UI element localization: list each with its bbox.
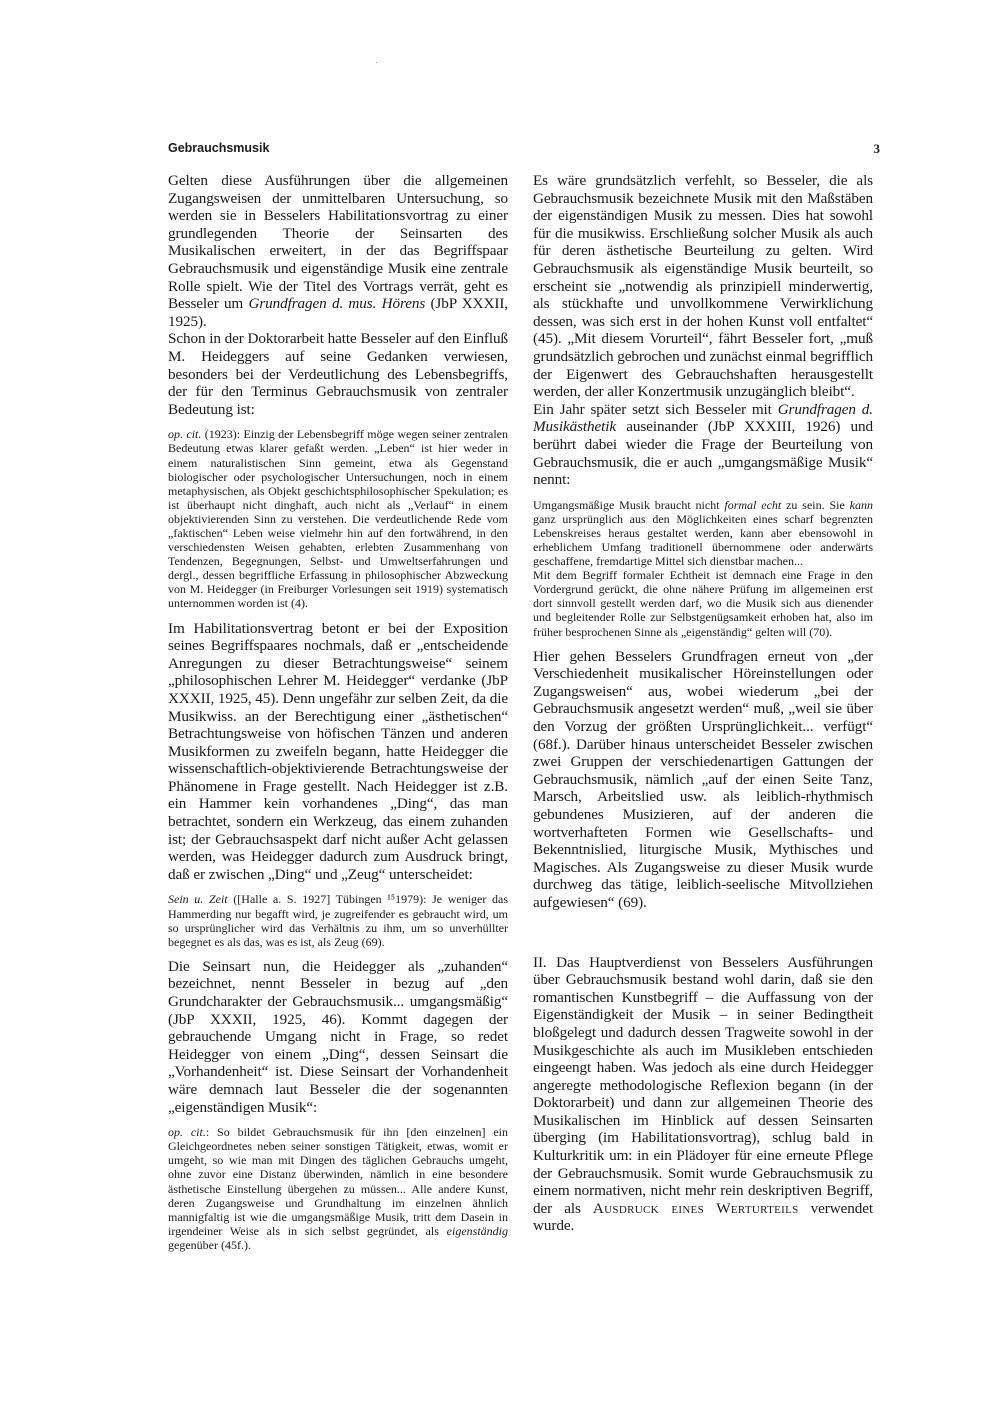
left-paragraph-4: Die Seinsart nun, die Heidegger als „zuhanden“ bezeichnet, nennt Besseler in bezug auf „den Grundcharakter der Gebrauchsmusik... umgangsmäßig“ (JbP XXXII, 1925, 46). Kommt dagegen der gebrauchende Umgang nicht in Frage, so redet Heidegger von einem „Ding“, dessen Seinsart die „Vorhandenheit“ ist. Diese Seinsart der Vorhandenheit wäre demnach laut Besseler die der sogenannten „eigenständigen Musik“: bbox=[168, 957, 508, 1116]
page-header bbox=[168, 141, 880, 161]
scan-speck bbox=[376, 62, 377, 63]
quote-citation: op. cit. bbox=[168, 1125, 206, 1140]
block-quote-3: op. cit.: So bildet Gebrauchsmusik für ihn [den einzelnen] ein Gleichgeordnetes neben seiner sonstigen Tätigkeit, etwas, womit er umgeht, so wie man mit Dingen des täglichen Gebrauchs umgeht, ohne zuvor eine Distanz überwinden, nämlich in eine besondere ästhetische Einstellung übergehen zu müssen... Alle andere Kunst, deren Zugangsweise und Grundhaltung im einzelnen ähnlich mannigfaltig ist wie die umgangsmäßige Musik, tritt dem Dasein in irgendeiner Weise als in sich selbst gegründet, als eigenständig gegenüber (45f.). bbox=[168, 1125, 508, 1252]
running-title: Gebrauchsmusik bbox=[168, 141, 270, 155]
quote-citation: Sein u. Zeit bbox=[168, 892, 228, 907]
left-column bbox=[168, 172, 508, 1261]
quote-citation: op. cit. bbox=[168, 427, 202, 442]
left-paragraph-3: Im Habilitationsvertrag betont er bei der Exposition seines Begriffspaares nochmals, daß er „entscheidende Anregungen zu dieser Betrachtungsweise“ seinem „philosophischen Lehrer M. Heidegger“ verdanke (JbP XXXII, 1925, 45). Denn ungefähr zur selben Zeit, da die Musikwiss. an der Berechtigung einer „ästhetischen“ Betrachtungsweise von höfischen Tänzen und anderen Musikformen zu zweifeln begann, hatte Heidegger die wissenschaftlich-objektivierende Betrachtungsweise der Phänomene in Frage gestellt. Nach Heidegger ist z.B. ein Hammer kein vorhandenes „Ding“, das man betrachtet, sondern ein Werkzeug, das einem zuhanden ist; der Gebrauchsaspekt darf nicht außer Acht gelassen werden, was Heidegger dadurch zum Ausdruck bringt, daß er zwischen „Ding“ und „Zeug“ unterscheidet: bbox=[168, 619, 508, 883]
block-quote-4: Umgangsmäßige Musik braucht nicht formal echt zu sein. Sie kann ganz ursprünglich aus den Möglichkeiten eines scharf begrenzten Lebenskreises heraus gestaltet werden, kann aber ebensowohl in erheblichem Umfang traditionell übernommene oder anderwärts geschaffene, fremdartige Mittel sich dienstbar machen... Mit dem Begriff formaler Echtheit ist demnach eine Frage in den Vordergrund gerückt, die ohne nähere Prüfung im allgemeinen erst dort sinnvoll gestellt werden darf, wo die Musik sich aus dienender und begleitender Rolle zur Selbstgenügsamkeit erhoben hat, also im früher besprochenen Sinne als „eigenständig“ gelten will (70). bbox=[533, 497, 873, 639]
block-quote-2: Sein u. Zeit ([Halle a. S. 1927] Tübingen ¹⁵1979): Je weniger das Hammerding nur begafft wird, je zugreifender es gebraucht wird, um so ursprünglicher wird das Verhältnis zu ihm, um so unverhüllter begegnet es als das, was es ist, als Zeug (69). bbox=[168, 892, 509, 949]
work-title: Grundfragen d. mus. Hörens bbox=[248, 295, 426, 313]
right-paragraph-4: II. Das Hauptverdienst von Besselers Ausführungen über Gebrauchsmusik bestand wohl darin, daß sie den romantischen Kunstbegriff – die Auffassung von der Eigenständigkeit der Musik – in seiner Bedingtheit bloßgelegt und dadurch dessen Tragweite sowohl in der Musikgeschichte als auch im Musikleben entschieden eingeengt haben. Was jedoch als eine durch Heidegger angeregte methodologische Reflexion begann (in der Doktorarbeit) und dann zur allgemeinen Theorie des Musikalischen im Hinblick auf dessen Seinsarten überging (im Habilitationsvortrag), schlug bald in Kulturkritik um: in ein Plädoyer für eine erneute Pflege der Gebrauchsmusik. Somit wurde Gebrauchsmusik zu einem normativen, nicht mehr rein deskriptiven Begriff, der als Ausdruck eines Werturteils verwendet wurde. bbox=[533, 953, 874, 1235]
section-gap bbox=[533, 912, 873, 954]
work-title: Grundfragen d. Musikästhetik bbox=[533, 400, 873, 436]
right-paragraph-2: Ein Jahr später setzt sich Besseler mit Grundfragen d. Musikästhetik auseinander (JbP XXXIII, 1926) und berührt dabei wieder die Frage der Beurteilung von Gebrauchsmusik, die er auch „umgangsmäßige Musik“ nennt: bbox=[533, 400, 873, 489]
left-paragraph-2: Schon in der Doktorarbeit hatte Besseler auf den Einfluß M. Heideggers auf seine Gedanken verwiesen, besonders bei der Verdeutlichung des Lebensbegriffs, der für den Terminus Gebrauchsmusik von zentraler Bedeutung ist: bbox=[168, 330, 508, 418]
small-caps-phrase: Ausdruck eines Werturteils bbox=[592, 1199, 799, 1217]
page-number: 3 bbox=[873, 141, 880, 156]
block-quote-1: op. cit. (1923): Einzig der Lebensbegriff möge wegen seiner zentralen Bedeutung etwas klarer gefaßt werden. „Leben“ ist hier weder in einem naturalistischen Sinn gemeint, etwa als Gegenstand biologischer oder psychologischer Untersuchungen, noch in einem metaphysischen, als Objekt geschichtsphilosophischer Spekulation; es ist überhaupt nicht dinghaft, auch nicht als „Verlauf“ in einem objektivierenden Sinn zu verstehen. Die verdeutlichende Rede vom „faktischen“ Leben weise vielmehr hin auf den fortwährend, in den verschiedensten Weisen gehabten, erlebten Zusammenhang von Tendenzen, Begegnungen, Selbst- und Umweltserfahrungen und dergl., dessen begriffliche Erfassung in philosophischer Abzweckung von M. Heidegger (in Freiburger Vorlesungen seit 1919) systematisch unternommen worden ist (4). bbox=[168, 427, 509, 611]
right-column bbox=[533, 172, 873, 1235]
right-paragraph-3: Hier gehen Besselers Grundfragen erneut von „der Verschiedenheit musikalischer Höreinstellungen oder Zugangsweisen“ aus, wobei wiederum „bei der Gebrauchsmusik angesetzt werden“ muß, „weil sie über den Vorzug der größten Ursprünglichkeit... verfügt“ (68f.). Darüber hinaus unterscheidet Besseler zwischen zwei Gruppen der verschiedenartigen Gattungen der Gebrauchsmusik, nämlich „auf der einen Seite Tanz, Marsch, Arbeitslied usw. als leiblich-rhythmisch gebundenes Musizieren, auf der anderen die wortverhafteten Formen wie Gesellschafts- und Bekenntnislied, liturgische Musik, Mythisches und Magisches. Als Zugangsweise zu dieser Musik wurde durchweg das tätige, leiblich-seelische Mitvollziehen aufgewiesen“ (69). bbox=[533, 647, 873, 911]
right-paragraph-1: Es wäre grundsätzlich verfehlt, so Besseler, die als Gebrauchsmusik bezeichnete Musik mit den Maßstäben der eigenständigen Musik zu messen. Dies hat sowohl für die musikwiss. Erschließung solcher Musik als auch für deren ästhetische Beurteilung zu gelten. Wird Gebrauchsmusik als eigenständige Musik beurteilt, so erscheint sie „notwendig als prinzipiell minderwertig, als stückhafte und unvollkommene Verwirklichung dessen, was sich erst in der hohen Kunst voll entfaltet“ (45). „Mit diesem Vorurteil“, fährt Besseler fort, „muß grundsätzlich gebrochen und zunächst einmal begrifflich der Eigenwert des Gebrauchshaften herausgestellt werden, der aller Konzertmusik unzugänglich bleibt“. bbox=[533, 172, 873, 401]
left-paragraph-1: Gelten diese Ausführungen über die allgemeinen Zugangsweisen der unmittelbaren Untersuchung, so werden sie in Besselers Habilitationsvortrag zu einer grundlegenden Theorie der Seinsarten des Musikalischen erweitert, in der das Begriffspaar Gebrauchsmusik und eigenständige Musik eine zentrale Rolle spielt. Wie der Titel des Vortrags verrät, geht es Besseler um Grundfragen d. mus. Hörens (JbP XXXII, 1925). bbox=[168, 172, 508, 330]
